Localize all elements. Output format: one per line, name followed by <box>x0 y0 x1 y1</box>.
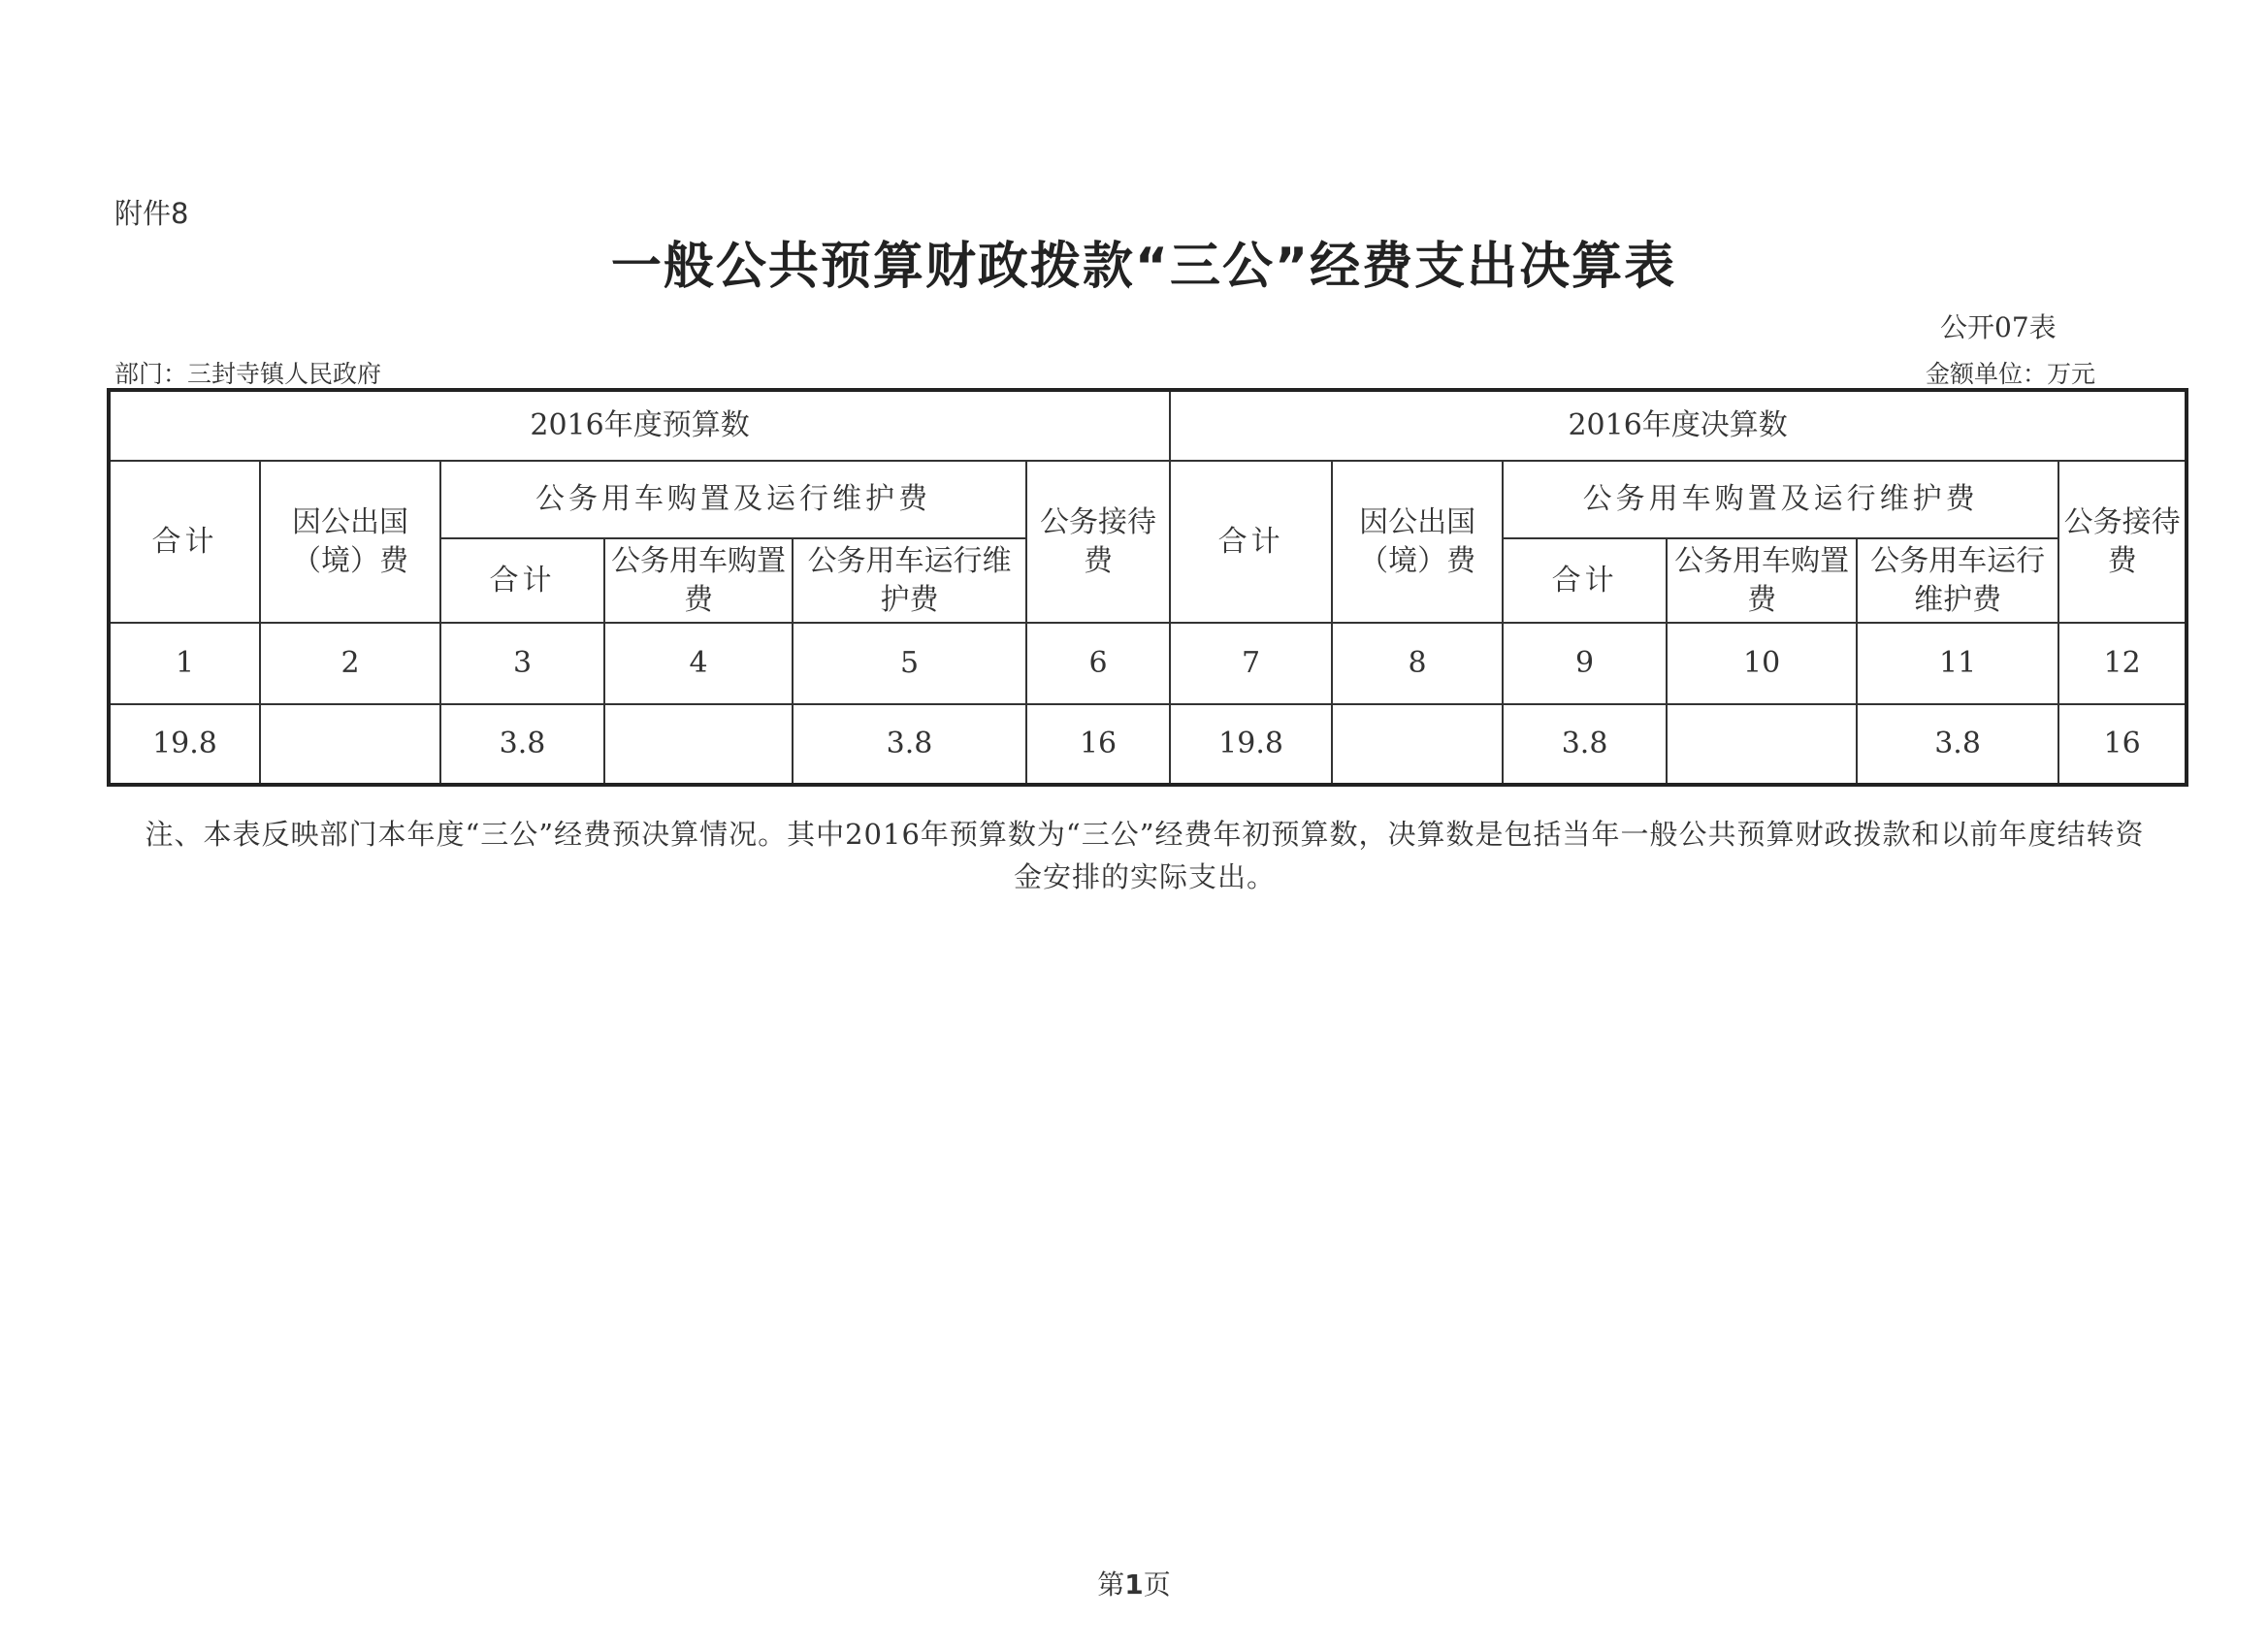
final-vehicle-operation-header: 公务用车运行维护费 <box>1857 538 2058 623</box>
page-number: 1 <box>1124 1568 1144 1600</box>
department-label: 部门：三封寺镇人民政府 <box>114 360 382 388</box>
budget-vehicle-total-value: 3.8 <box>440 704 604 785</box>
budget-total-header: 合计 <box>109 461 260 623</box>
final-total-value: 19.8 <box>1170 704 1332 785</box>
index-cell: 10 <box>1667 623 1857 704</box>
index-cell: 7 <box>1170 623 1332 704</box>
budget-vehicle-operation-value: 3.8 <box>793 704 1026 785</box>
final-vehicle-purchase-value <box>1667 704 1857 785</box>
amount-unit-label: 金额单位：万元 <box>1926 360 2096 388</box>
final-group-header: 2016年度决算数 <box>1170 390 2187 461</box>
final-total-header: 合计 <box>1170 461 1332 623</box>
final-reception-value: 16 <box>2058 704 2187 785</box>
attachment-label: 附件8 <box>114 197 189 230</box>
budget-vehicle-purchase-value <box>604 704 793 785</box>
index-cell: 1 <box>109 623 260 704</box>
index-cell: 12 <box>2058 623 2187 704</box>
final-vehicle-total-value: 3.8 <box>1503 704 1667 785</box>
budget-vehicle-total-header: 合计 <box>440 538 604 623</box>
index-cell: 6 <box>1026 623 1170 704</box>
index-cell: 2 <box>260 623 440 704</box>
index-cell: 11 <box>1857 623 2058 704</box>
index-cell: 4 <box>604 623 793 704</box>
final-vehicle-group-header: 公务用车购置及运行维护费 <box>1503 461 2058 538</box>
final-abroad-value <box>1332 704 1503 785</box>
expense-table <box>107 388 2188 787</box>
budget-vehicle-group-header: 公务用车购置及运行维护费 <box>440 461 1026 538</box>
final-reception-header: 公务接待费 <box>2058 461 2187 623</box>
final-vehicle-total-header: 合计 <box>1503 538 1667 623</box>
budget-reception-header: 公务接待费 <box>1026 461 1170 623</box>
budget-reception-value: 16 <box>1026 704 1170 785</box>
page-prefix: 第 <box>1097 1568 1125 1600</box>
index-cell: 8 <box>1332 623 1503 704</box>
table-row <box>109 704 2187 785</box>
page-footer <box>0 1564 2268 1602</box>
table-note: 注、本表反映部门本年度“三公”经费预决算情况。其中2016年预算数为“三公”经费年初预算数，决算数是包括当年一般公共预算财政拨款和以前年度结转资金安排的实际支出。 <box>145 818 2145 893</box>
index-cell: 9 <box>1503 623 1667 704</box>
table-group-header-row <box>109 390 2187 461</box>
form-number: 公开07表 <box>1940 311 2057 343</box>
budget-abroad-header: 因公出国（境）费 <box>260 461 440 623</box>
final-vehicle-purchase-header: 公务用车购置费 <box>1667 538 1857 623</box>
budget-group-header: 2016年度预算数 <box>109 390 1170 461</box>
budget-vehicle-purchase-header: 公务用车购置费 <box>604 538 793 623</box>
index-cell: 5 <box>793 623 1026 704</box>
budget-vehicle-operation-header: 公务用车运行维护费 <box>793 538 1026 623</box>
budget-abroad-value <box>260 704 440 785</box>
table-index-row <box>109 623 2187 704</box>
page-title: 一般公共预算财政拨款“三公”经费支出决算表 <box>610 238 1677 296</box>
table-header-row <box>109 461 2187 538</box>
index-cell: 3 <box>440 623 604 704</box>
budget-total-value: 19.8 <box>109 704 260 785</box>
final-abroad-header: 因公出国（境）费 <box>1332 461 1503 623</box>
final-vehicle-operation-value: 3.8 <box>1857 704 2058 785</box>
page-suffix: 页 <box>1143 1568 1171 1600</box>
